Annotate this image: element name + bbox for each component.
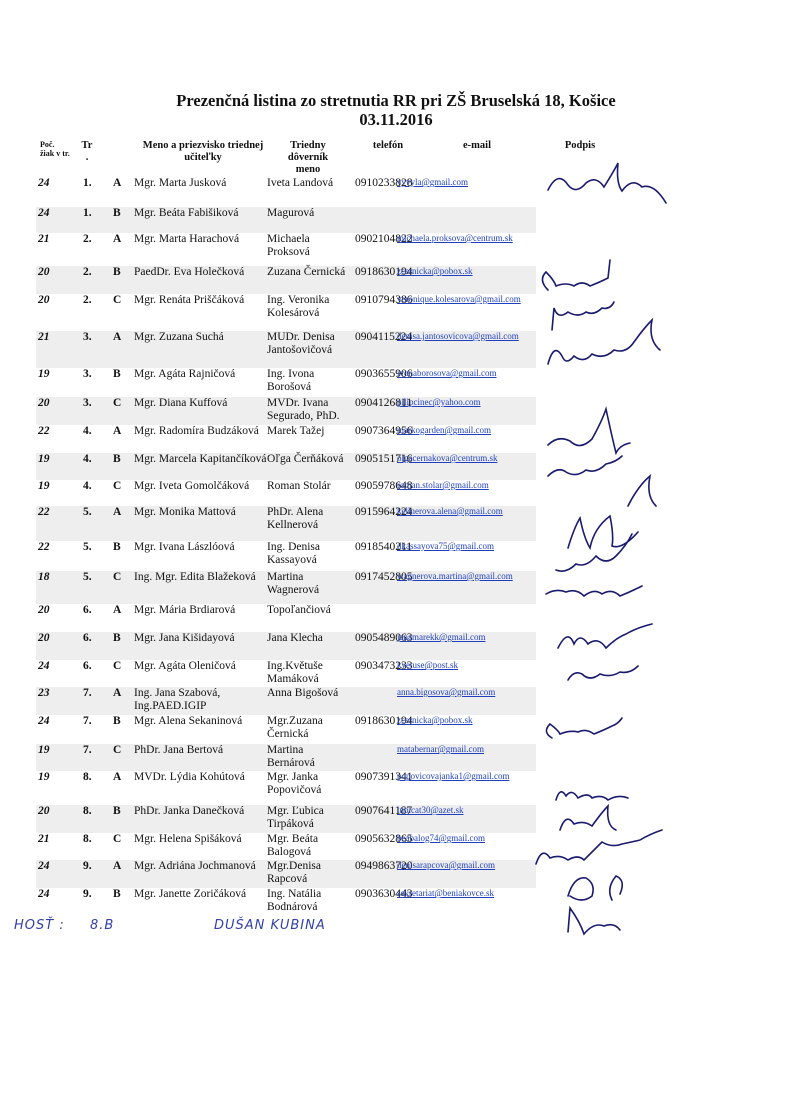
cell-email[interactable]: zcernicka@pobox.sk [397,715,473,725]
cell-telefon: 0904115224 [355,331,413,343]
cell-telefon: 0918540211 [355,541,413,553]
header-meno: Meno a priezvisko triednej učiteľky [142,140,264,163]
cell-trieda: 1. [83,177,92,189]
cell-trieda: 8. [83,833,92,845]
cell-poc: 20 [38,632,50,644]
cell-abc: A [113,860,122,872]
table-row [0,397,792,425]
cell-meno: MVDr. Lýdia Kohútová [134,771,245,783]
cell-trieda: 5. [83,541,92,553]
cell-email[interactable]: popovicovajanka1@gmail.com [397,771,510,781]
cell-telefon: 0902104822 [355,233,413,245]
cell-abc: A [113,771,122,783]
cell-abc: C [113,480,122,492]
cell-doveronik: MUDr. Denisa Jantošovičová [267,331,335,356]
cell-meno: Mgr. Mária Brdiarová [134,604,236,616]
cell-meno: Mgr. Renáta Priščáková [134,294,245,306]
guest-name: DUŠAN KUBINA [214,918,326,933]
table-row [0,771,792,805]
cell-email[interactable]: ivonaborosova@gmail.com [397,368,497,378]
cell-abc: C [113,660,122,672]
cell-telefon: 0905632865 [355,833,413,845]
cell-email[interactable]: denisa.jantosovicova@gmail.com [397,331,519,341]
cell-poc: 24 [38,207,50,219]
cell-doveronik: Ing. Veronika Kolesárová [267,294,330,319]
cell-abc: A [113,687,122,699]
cell-trieda: 7. [83,715,92,727]
cell-email[interactable]: pilipcinec@yahoo.com [397,397,481,407]
cell-poc: 18 [38,571,50,583]
cell-meno: Mgr. Ivana Lászlóová [134,541,235,553]
cell-trieda: 7. [83,687,92,699]
cell-poc: 21 [38,331,50,343]
cell-poc: 19 [38,744,50,756]
cell-doveronik: Anna Bigošová [267,687,339,699]
table-row [0,632,792,660]
cell-poc: 21 [38,833,50,845]
cell-doveronik: Mgr. Ľubica Tirpáková [267,805,324,830]
cell-email[interactable]: janamarekk@gmail.com [397,632,486,642]
cell-doveronik: Jana Klecha [267,632,323,644]
cell-trieda: 2. [83,294,92,306]
cell-poc: 20 [38,294,50,306]
table-row [0,207,792,233]
cell-abc: A [113,425,122,437]
guest-class: 8.B [90,918,115,933]
cell-meno: Mgr. Diana Kuffová [134,397,228,409]
cell-doveronik: Magurová [267,207,315,219]
cell-doveronik: MVDr. Ivana Segurado, PhD. [267,397,340,422]
cell-meno: Mgr. Jana Kišidayová [134,632,235,644]
cell-email[interactable]: lubicat30@azet.sk [397,805,464,815]
cell-poc: 24 [38,177,50,189]
cell-email[interactable]: michaela.proksova@centrum.sk [397,233,513,243]
cell-telefon: 0903630443 [355,888,413,900]
cell-email[interactable]: anna.bigosova@gmail.com [397,687,496,697]
cell-doveronik: Marek Tažej [267,425,325,437]
table-row [0,805,792,833]
cell-abc: B [113,207,121,219]
cell-abc: B [113,541,121,553]
cell-trieda: 2. [83,233,92,245]
cell-email[interactable]: kellnerova.alena@gmail.com [397,506,503,516]
cell-email[interactable]: markogarden@gmail.com [397,425,492,435]
cell-poc: 19 [38,453,50,465]
cell-telefon: 0918630194 [355,266,413,278]
cell-meno: Mgr. Alena Sekaninová [134,715,243,727]
table-row [0,833,792,860]
cell-trieda: 7. [83,744,92,756]
cell-meno: PaedDr. Eva Holečková [134,266,245,278]
cell-trieda: 1. [83,207,92,219]
cell-email[interactable]: olgacernakova@centrum.sk [397,453,498,463]
cell-email[interactable]: wagnerova.martina@gmail.com [397,571,513,581]
cell-trieda: 6. [83,604,92,616]
cell-email[interactable]: veronique.kolesarova@gmail.com [397,294,521,304]
cell-abc: A [113,233,122,245]
cell-abc: C [113,294,122,306]
cell-poc: 24 [38,888,50,900]
cell-trieda: 3. [83,397,92,409]
cell-telefon: 0903473233 [355,660,413,672]
table-row [0,331,792,368]
cell-trieda: 8. [83,805,92,817]
cell-telefon: 0915964224 [355,506,413,518]
cell-abc: C [113,571,122,583]
cell-abc: B [113,368,121,380]
cell-telefon: 0917452805 [355,571,413,583]
cell-poc: 19 [38,771,50,783]
cell-email[interactable]: denisarapcova@gmail.com [397,860,496,870]
cell-abc: C [113,744,122,756]
cell-meno: Mgr. Marta Harachová [134,233,240,245]
cell-abc: A [113,177,122,189]
cell-email[interactable]: matabernar@gmail.com [397,744,485,754]
cell-meno: Mgr. Beáta Fabišiková [134,207,239,219]
cell-poc: 19 [38,368,50,380]
cell-telefon: 0910233828 [355,177,413,189]
cell-meno: Mgr. Janette Zoričáková [134,888,247,900]
cell-meno: Mgr. Agáta Rajničová [134,368,236,380]
cell-abc: B [113,888,121,900]
cell-doveronik: Michaela Proksová [267,233,310,258]
cell-trieda: 2. [83,266,92,278]
cell-meno: Ing. Jana Szabová, Ing.PAED.IGIP [134,687,221,712]
cell-poc: 20 [38,397,50,409]
header-telefon: telefón [372,140,404,151]
cell-telefon: 0903655906 [355,368,413,380]
table-row [0,888,792,920]
table-row [0,177,792,207]
cell-poc: 22 [38,425,50,437]
table-row [0,541,792,571]
cell-doveronik: Martina Bernárová [267,744,315,769]
header-email: e-mail [463,140,491,151]
cell-email[interactable]: dkassayova75@gmail.com [397,541,495,551]
cell-doveronik: Martina Wagnerová [267,571,320,596]
cell-abc: A [113,506,122,518]
table-row [0,860,792,888]
cell-meno: Mgr. Adriána Jochmanová [134,860,256,872]
cell-doveronik: Ing. Natália Bodnárová [267,888,322,913]
cell-abc: B [113,715,121,727]
table-row [0,506,792,541]
cell-doveronik: Zuzana Černická [267,266,346,278]
cell-trieda: 4. [83,453,92,465]
cell-doveronik: Mgr. Janka Popovičová [267,771,322,796]
cell-meno: PhDr. Jana Bertová [134,744,224,756]
cell-doveronik: Oľga Čerňáková [267,453,344,465]
cell-meno: PhDr. Janka Danečková [134,805,245,817]
header-poc: Poč. žiak v tr. [40,140,70,158]
cell-meno: Mgr. Marcela Kapitančíková [134,453,267,465]
cell-poc: 24 [38,715,50,727]
cell-poc: 21 [38,233,50,245]
cell-meno: Ing. Mgr. Edita Blažeková [134,571,256,583]
title-line: Prezenčná listina zo stretnutia RR pri ZŠ Bruselská 18, Košice [176,91,616,110]
cell-poc: 23 [38,687,50,699]
cell-poc: 24 [38,860,50,872]
cell-telefon: 0910794386 [355,294,413,306]
cell-doveronik: Topoľančiová [267,604,331,616]
cell-telefon: 0907641187 [355,805,413,817]
cell-email[interactable]: sekretariat@beniakovce.sk [397,888,494,898]
cell-meno: Mgr. Marta Jusková [134,177,227,189]
cell-trieda: 3. [83,331,92,343]
cell-email[interactable]: roman.stolar@gmail.com [397,480,489,490]
cell-poc: 20 [38,266,50,278]
cell-doveronik: Roman Stolár [267,480,331,492]
cell-meno: Mgr. Agáta Oleničová [134,660,236,672]
cell-doveronik: Mgr.Denisa Rapcová [267,860,321,885]
cell-doveronik: Mgr. Beáta Balogová [267,833,319,858]
header-podpis: Podpis [564,140,596,151]
cell-doveronik: Iveta Landová [267,177,334,189]
cell-telefon: 0918630194 [355,715,413,727]
cell-telefon: 0905978648 [355,480,413,492]
cell-trieda: 5. [83,571,92,583]
table-row [0,744,792,771]
cell-doveronik: Ing. Ivona Borošová [267,368,315,393]
table-row [0,687,792,715]
cell-poc: 24 [38,660,50,672]
cell-trieda: 8. [83,771,92,783]
cell-trieda: 5. [83,506,92,518]
cell-email[interactable]: beabalog74@gmail.com [397,833,486,843]
cell-abc: B [113,266,121,278]
cell-trieda: 4. [83,425,92,437]
cell-meno: Mgr. Radomíra Budzáková [134,425,259,437]
cell-meno: Mgr. Iveta Gomolčáková [134,480,250,492]
cell-email[interactable]: zcernicka@pobox.sk [397,266,473,276]
table-row [0,294,792,331]
cell-telefon: 0907391341 [355,771,413,783]
cell-doveronik: Ing. Denisa Kassayová [267,541,321,566]
cell-trieda: 6. [83,632,92,644]
table-row [0,233,792,266]
cell-meno: Mgr. Monika Mattová [134,506,236,518]
cell-abc: C [113,397,122,409]
cell-telefon: 0905151716 [355,453,413,465]
cell-trieda: 9. [83,888,92,900]
date-line: 03.11.2016 [359,110,433,129]
cell-poc: 22 [38,506,50,518]
cell-email[interactable]: kvetuse@post.sk [397,660,459,670]
cell-telefon: 0904126811 [355,397,413,409]
cell-poc: 19 [38,480,50,492]
cell-telefon: 0949863720 [355,860,413,872]
table-row [0,453,792,480]
cell-trieda: 6. [83,660,92,672]
cell-doveronik: PhDr. Alena Kellnerová [267,506,324,531]
cell-poc: 20 [38,805,50,817]
table-row [0,266,792,294]
table-row [0,715,792,744]
cell-trieda: 4. [83,480,92,492]
cell-telefon: 0905489063 [355,632,413,644]
guest-label: HOSŤ : [14,918,65,933]
cell-trieda: 3. [83,368,92,380]
table-row [0,571,792,604]
header-trieda: Tr . [81,140,93,163]
table-row [0,604,792,632]
cell-trieda: 9. [83,860,92,872]
table-row [0,480,792,506]
cell-abc: C [113,833,122,845]
cell-telefon: 0907364956 [355,425,413,437]
table-row [0,660,792,687]
cell-poc: 20 [38,604,50,616]
cell-abc: A [113,331,122,343]
table-row [0,425,792,453]
cell-meno: Mgr. Zuzana Suchá [134,331,224,343]
cell-abc: B [113,632,121,644]
cell-abc: B [113,453,121,465]
cell-meno: Mgr. Helena Spišáková [134,833,242,845]
cell-doveronik: Mgr.Zuzana Černická [267,715,323,740]
cell-doveronik: Ing.Květuše Mamáková [267,660,323,685]
cell-email[interactable]: vyvyla@gmail.com [397,177,469,187]
cell-abc: A [113,604,122,616]
cell-poc: 22 [38,541,50,553]
cell-abc: B [113,805,121,817]
header-doveronik: Triedny dôverník meno [287,140,329,175]
table-row [0,368,792,397]
